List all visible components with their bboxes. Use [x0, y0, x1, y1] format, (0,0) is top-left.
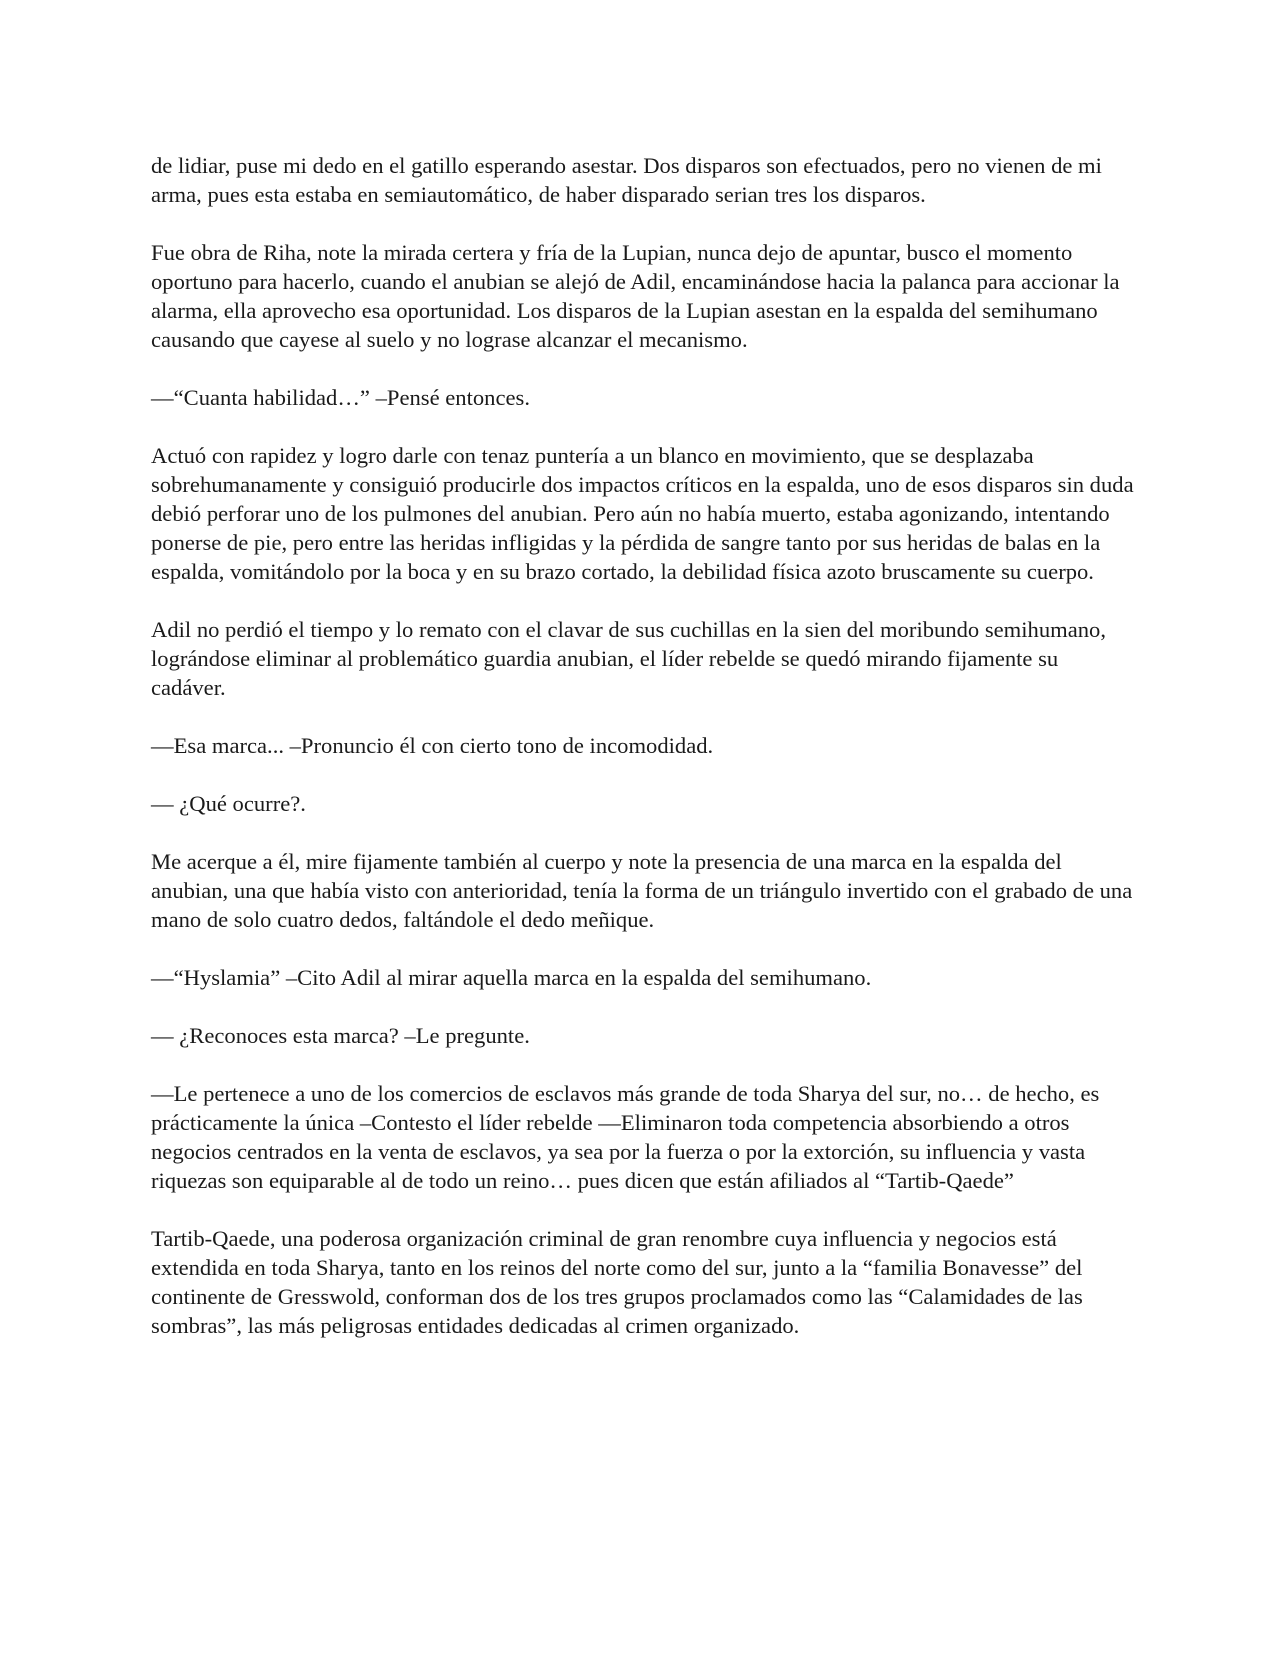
paragraph: — ¿Reconoces esta marca? –Le pregunte.: [151, 1023, 530, 1048]
paragraph: —“Hyslamia” –Cito Adil al mirar aquella marca en la espalda del semihumano.: [151, 965, 872, 990]
paragraph: Actuó con rapidez y logro darle con tenaz puntería a un blanco en movimiento, que se desplazaba sobrehumanamente y consiguió producirle dos impactos críticos en la espalda, uno de esos disparos sin duda debió perforar uno de los pulmones del anubian. Pero aún no había muerto, estaba agonizando, intentando ponerse de pie, pero entre las heridas infligidas y la pérdida de sangre tanto por sus heridas de balas en la espalda, vomitándolo por la boca y en su brazo cortado, la debilidad física azoto bruscamente su cuerpo.: [151, 443, 1134, 584]
paragraph: Tartib-Qaede, una poderosa organización criminal de gran renombre cuya influencia y negocios está extendida en toda Sharya, tanto en los reinos del norte como del sur, junto a la “familia Bonavesse” del continente de Gresswold, conforman dos de los tres grupos proclamados como las “Calamidades de las sombras”, las más peligrosas entidades dedicadas al crimen organizado.: [151, 1226, 1083, 1338]
paragraph: —“Cuanta habilidad…” –Pensé entonces.: [151, 385, 530, 410]
paragraph: Adil no perdió el tiempo y lo remato con el clavar de sus cuchillas en la sien del moribundo semihumano, lográndose eliminar al problemático guardia anubian, el líder rebelde se quedó mirando fijamente su cadáver.: [151, 617, 1106, 700]
paragraph: de lidiar, puse mi dedo en el gatillo esperando asestar. Dos disparos son efectuados, pero no vienen de mi arma, pues esta estaba en semiautomático, de haber disparado serian tres los disparos.: [151, 153, 1102, 207]
paragraph: Fue obra de Riha, note la mirada certera y fría de la Lupian, nunca dejo de apuntar, busco el momento oportuno para hacerlo, cuando el anubian se alejó de Adil, encaminándose hacia la palanca para accionar la alarma, ella aprovecho esa oportunidad. Los disparos de la Lupian asestan en la espalda del semihumano causando que cayese al suelo y no lograse alcanzar el mecanismo.: [151, 240, 1120, 352]
document-body: [151, 151, 1136, 1369]
paragraph: — ¿Qué ocurre?.: [151, 791, 306, 816]
paragraph: —Esa marca... –Pronuncio él con cierto tono de incomodidad.: [151, 733, 714, 758]
paragraph: Me acerque a él, mire fijamente también al cuerpo y note la presencia de una marca en la espalda del anubian, una que había visto con anterioridad, tenía la forma de un triángulo invertido con el grabado de una mano de solo cuatro dedos, faltándole el dedo meñique.: [151, 849, 1133, 932]
paragraph: —Le pertenece a uno de los comercios de esclavos más grande de toda Sharya del sur, no… de hecho, es prácticamente la única –Contesto el líder rebelde —Eliminaron toda competencia absorbiendo a otros negocios centrados en la venta de esclavos, ya sea por la fuerza o por la extorción, su influencia y vasta riquezas son equiparable al de todo un reino… pues dicen que están afiliados al “Tartib-Qaede”: [151, 1081, 1100, 1193]
